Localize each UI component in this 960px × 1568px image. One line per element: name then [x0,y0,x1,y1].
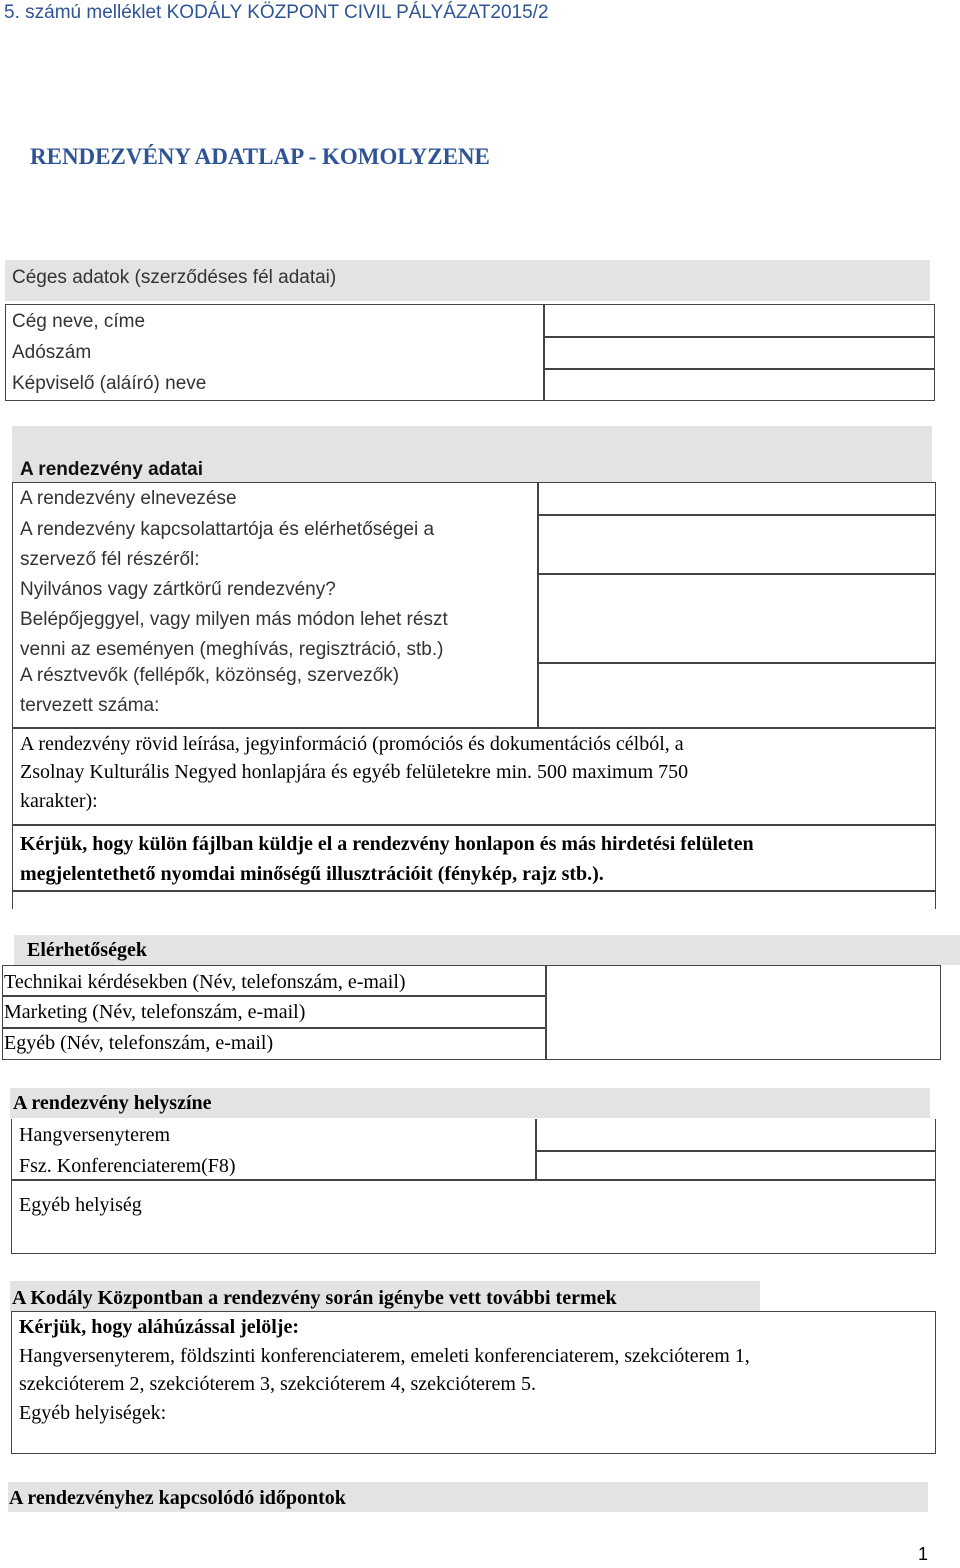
event-contact-field[interactable] [540,516,934,572]
contacts-field[interactable] [548,967,939,1058]
tax-number-field[interactable] [545,338,933,368]
marketing-contact-label: Marketing (Név, telefonszám, e-mail) [4,1001,306,1023]
venue-heading: A rendezvény helyszíne [13,1092,212,1114]
event-description-label-cont2: karakter): [20,790,98,812]
event-contact-label-cont: szervező fél részéről: [20,549,200,570]
event-public-label: Nyilvános vagy zártkörű rendezvény? [20,579,336,600]
company-heading: Céges adatok (szerződéses fél adatai) [12,267,337,288]
event-entry-label: Belépőjeggyel, vagy milyen más módon lehet részt [20,609,448,630]
page-number: 1 [918,1544,929,1564]
event-public-field[interactable] [540,575,934,661]
rooms-list-cont[interactable]: szekcióterem 2, szekcióterem 3, szekcióterem 4, szekcióterem 5. [19,1373,536,1395]
representative-field[interactable] [545,370,933,400]
company-name-field[interactable] [543,304,935,337]
document-title: RENDEZVÉNY ADATLAP - KOMOLYZENE [30,144,490,169]
page-header: 5. számú melléklet KODÁLY KÖZPONT CIVIL PÁLYÁZAT2015/2 [4,2,549,23]
event-name-field[interactable] [540,484,934,513]
contacts-heading-band [14,935,960,965]
representative-label: Képviselő (aláíró) neve [12,373,207,394]
rooms-heading: A Kodály Központban a rendezvény során igénybe vett további termek [12,1287,617,1309]
tax-number-label: Adószám [12,342,92,363]
event-description-label: A rendezvény rövid leírása, jegyinformáció (promóciós és dokumentációs célból, a [20,733,684,755]
other-contact-label: Egyéb (Név, telefonszám, e-mail) [4,1032,274,1054]
event-table-divider [537,482,539,727]
rooms-list[interactable]: Hangversenyterem, földszinti konferenciaterem, emeleti konferenciaterem, szekcióterem 1, [19,1345,750,1367]
venue-field[interactable] [538,1121,934,1177]
event-row-line [12,890,936,892]
contacts-heading: Elérhetőségek [27,939,147,961]
dates-heading: A rendezvényhez kapcsolódó időpontok [9,1487,346,1509]
illustration-note-cont: megjelentethető nyomdai minőségű illusztrációit (fénykép, rajz stb.). [20,863,604,885]
event-name-label: A rendezvény elnevezése [20,488,237,509]
event-entry-label-cont: venni az eseményen (meghívás, regisztráció, stb.) [20,639,444,660]
other-room-option[interactable]: Egyéb helyiség [19,1194,142,1216]
event-participants-label: A résztvevők (fellépők, közönség, szervezők) [20,665,400,686]
illustration-note: Kérjük, hogy külön fájlban küldje el a rendezvény honlapon és más hirdetési felületen [20,833,754,855]
event-row-line [12,824,936,826]
technical-contact-label: Technikai kérdésekben (Név, telefonszám, e-mail) [4,971,406,993]
other-rooms-label: Egyéb helyiségek: [19,1402,167,1424]
concert-hall-option[interactable]: Hangversenyterem [19,1124,171,1146]
event-participants-label-cont: tervezett száma: [20,695,160,716]
venue-table-divider [535,1119,537,1179]
event-heading: A rendezvény adatai [20,459,204,480]
event-contact-label: A rendezvény kapcsolattartója és elérhetőségei a [20,519,435,540]
conference-room-option[interactable]: Fsz. Konferenciaterem(F8) [19,1155,236,1177]
event-participants-field[interactable] [540,664,934,726]
contacts-table-divider [545,965,547,1060]
event-description-label-cont: Zsolnay Kulturális Negyed honlapjára és egyéb felületekre min. 500 maximum 750 [20,761,689,783]
company-name-label: Cég neve, címe [12,311,146,332]
rooms-instruction: Kérjük, hogy aláhúzással jelölje: [19,1316,299,1338]
